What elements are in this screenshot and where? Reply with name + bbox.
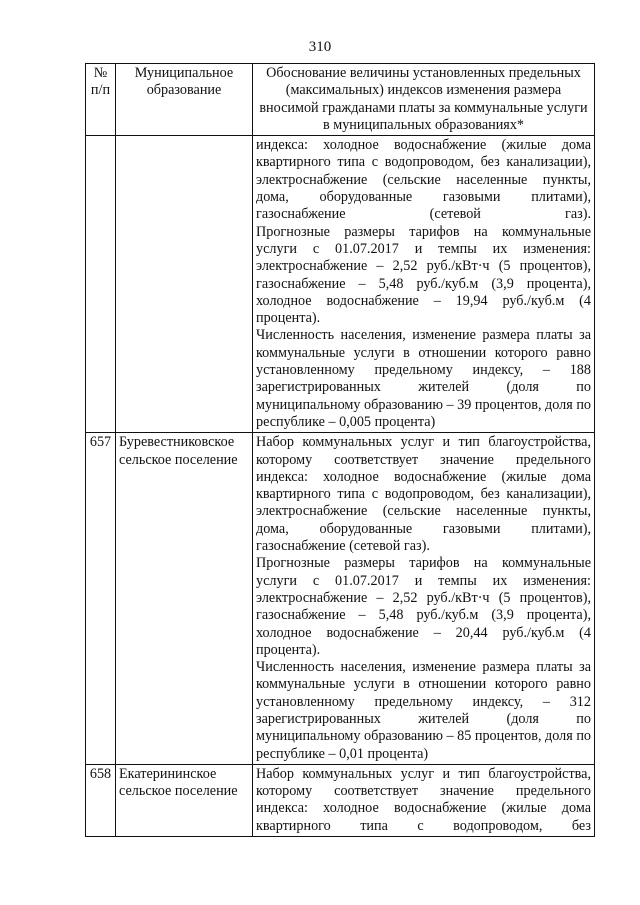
- row-municipality: [116, 136, 253, 433]
- row-municipality: Екатерининское сельское поселение: [116, 764, 253, 836]
- header-municipality: Муниципальное образование: [116, 64, 253, 136]
- header-justification: Обоснование величины установленных предельных (максимальных) индексов изменения размера вносимой гражданами платы за коммунальные услуги в муниципальных образованиях*: [253, 64, 595, 136]
- justification-paragraph: Численность населения, изменение размера платы за коммунальные услуги в отношении которого равно установленному предельному индексу, – 312 зарегистрированных жителей (доля по муниципальному образованию – 85 процентов, доля по республике – 0,01 процента): [256, 659, 591, 762]
- header-number: № п/п: [86, 64, 116, 136]
- justification-paragraph: Набор коммунальных услуг и тип благоустройства, которому соответствует значение предельного индекса: холодное водоснабжение (жилые дома квартирного типа с водопроводом, без: [256, 765, 591, 834]
- page-number: 310: [308, 39, 332, 55]
- table-row: [86, 433, 595, 765]
- justification-paragraph: Прогнозные размеры тарифов на коммунальные услуги с 01.07.2017 и темпы их изменения: электроснабжение – 2,52 руб./кВт·ч (5 процентов), газоснабжение – 5,48 руб./куб.м (3,9 процента), холодное водоснабжение – 19,94 руб./куб.м (4 процента).: [256, 223, 591, 327]
- table-row: [86, 764, 595, 836]
- row-municipality: Буревестниковское сельское поселение: [116, 433, 253, 765]
- justification-paragraph: индекса: холодное водоснабжение (жилые дома квартирного типа с водопроводом, без канализации), электроснабжение (сельские населенные пункты, дома, оборудованные газовыми плитами), газоснабжение (сетевой газ).: [256, 137, 591, 223]
- row-justification: [253, 433, 595, 765]
- index-justification-table: [85, 63, 595, 837]
- row-justification: [253, 764, 595, 836]
- row-number: [86, 136, 116, 433]
- table-header-row: [86, 64, 595, 136]
- row-number: 657: [86, 433, 116, 765]
- justification-paragraph: Набор коммунальных услуг и тип благоустройства, которому соответствует значение предельного индекса: холодное водоснабжение (жилые дома квартирного типа с водопроводом, без канализации), электроснабжение (сельские населенные пункты, дома, оборудованные газовыми плитами), газоснабжение (сетевой газ).: [256, 434, 591, 555]
- justification-paragraph: Прогнозные размеры тарифов на коммунальные услуги с 01.07.2017 и темпы их изменения: электроснабжение – 2,52 руб./кВт·ч (5 процентов), газоснабжение – 5,48 руб./куб.м (3,9 процента), холодное водоснабжение – 20,44 руб./куб.м (4 процента).: [256, 555, 591, 658]
- table-row: [86, 136, 595, 433]
- row-number: 658: [86, 764, 116, 836]
- row-justification: [253, 136, 595, 433]
- justification-paragraph: Численность населения, изменение размера платы за коммунальные услуги в отношении которого равно установленному предельному индексу, – 188 зарегистрированных жителей (доля по муниципальному образованию – 39 процентов, доля по республике – 0,005 процента): [256, 327, 591, 430]
